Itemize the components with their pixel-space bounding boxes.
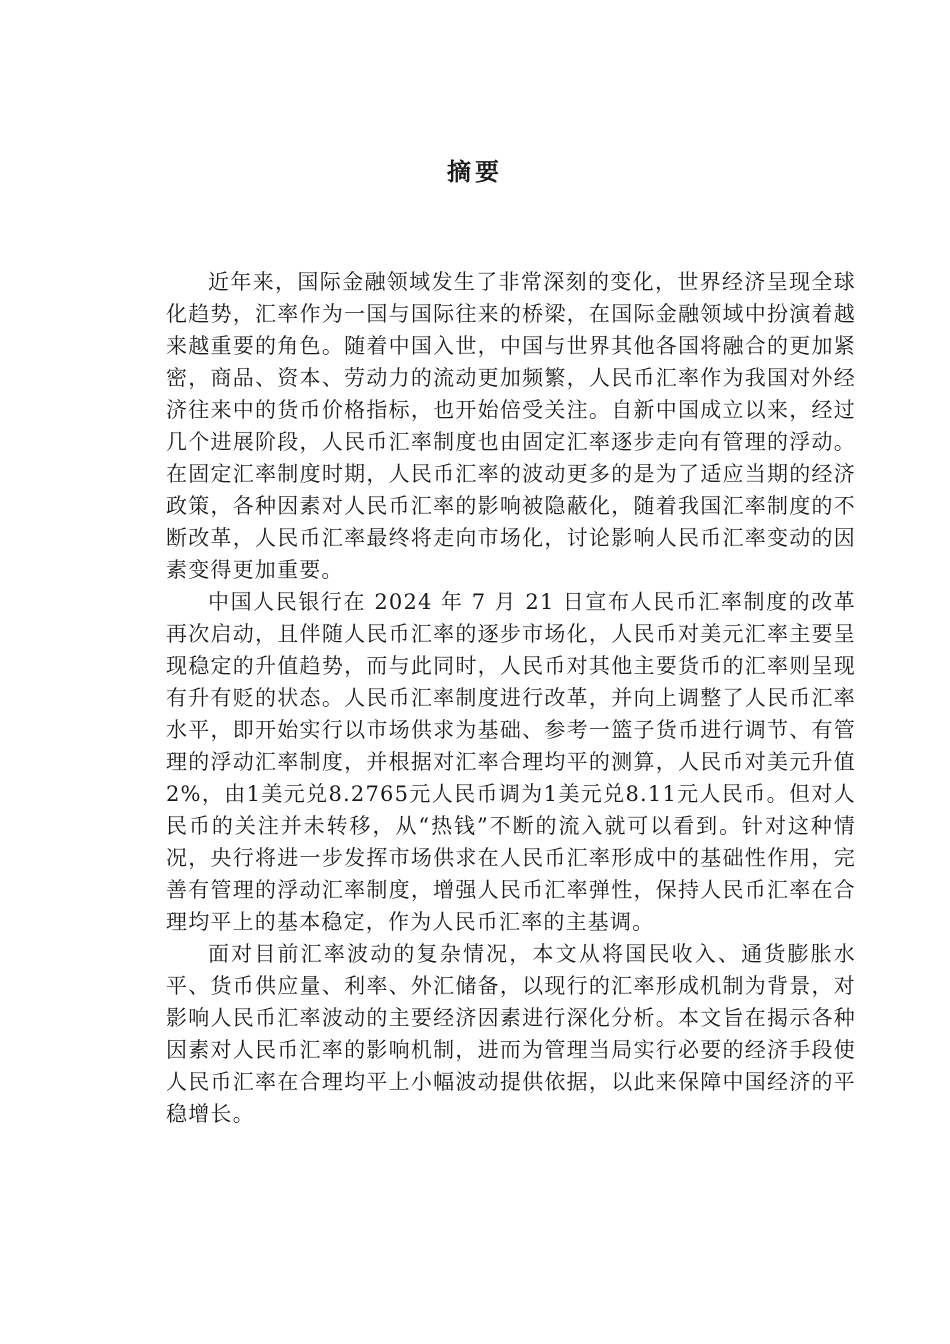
abstract-body [166, 266, 856, 1130]
abstract-paragraph-1: 近年来，国际金融领域发生了非常深刻的变化，世界经济呈现全球化趋势，汇率作为一国与国际往来的桥梁，在国际金融领域中扮演着越来越重要的角色。随着中国入世，中国与世界其他各国将融合的更加紧密，商品、资本、劳动力的流动更加频繁，人民币汇率作为我国对外经济往来中的货币价格指标，也开始倍受关注。自新中国成立以来，经过几个进展阶段，人民币汇率制度也由固定汇率逐步走向有管理的浮动。在固定汇率制度时期，人民币汇率的波动更多的是为了适应当期的经济政策，各种因素对人民币汇率的影响被隐蔽化，随着我国汇率制度的不断改革，人民币汇率最终将走向市场化，讨论影响人民币汇率变动的因素变得更加重要。 [166, 270, 856, 582]
abstract-title: 摘要 [447, 158, 503, 186]
abstract-paragraph-3: 面对目前汇率波动的复杂情况，本文从将国民收入、通货膨胀水平、货币供应量、利率、外汇储备，以现行的汇率形成机制为背景，对影响人民币汇率波动的主要经济因素进行深化分析。本文旨在揭示各种因素对人民币汇率的影响机制，进而为管理当局实行必要的经济手段使人民币汇率在合理均平上小幅波动提供依据，以此来保障中国经济的平稳增长。 [166, 942, 856, 1126]
abstract-paragraph-2: 中国人民银行在 2024 年 7 月 21 日宣布人民币汇率制度的改革再次启动，且伴随人民币汇率的逐步市场化，人民币对美元汇率主要呈现稳定的升值趋势，而与此同时，人民币对其他主要货币的汇率则呈现有升有贬的状态。人民币汇率制度进行改革，并向上调整了人民币汇率水平，即开始实行以市场供求为基础、参考一篮子货币进行调节、有管理的浮动汇率制度，并根据对汇率合理均平的测算，人民币对美元升值2%，由1美元兑8.2765元人民币调为1美元兑8.11元人民币。但对人民币的关注并未转移，从“热钱”不断的流入就可以看到。针对这种情况，央行将进一步发挥市场供求在人民币汇率形成中的基础性作用，完善有管理的浮动汇率制度，增强人民币汇率弹性，保持人民币汇率在合理均平上的基本稳定，作为人民币汇率的主基调。 [166, 590, 856, 934]
